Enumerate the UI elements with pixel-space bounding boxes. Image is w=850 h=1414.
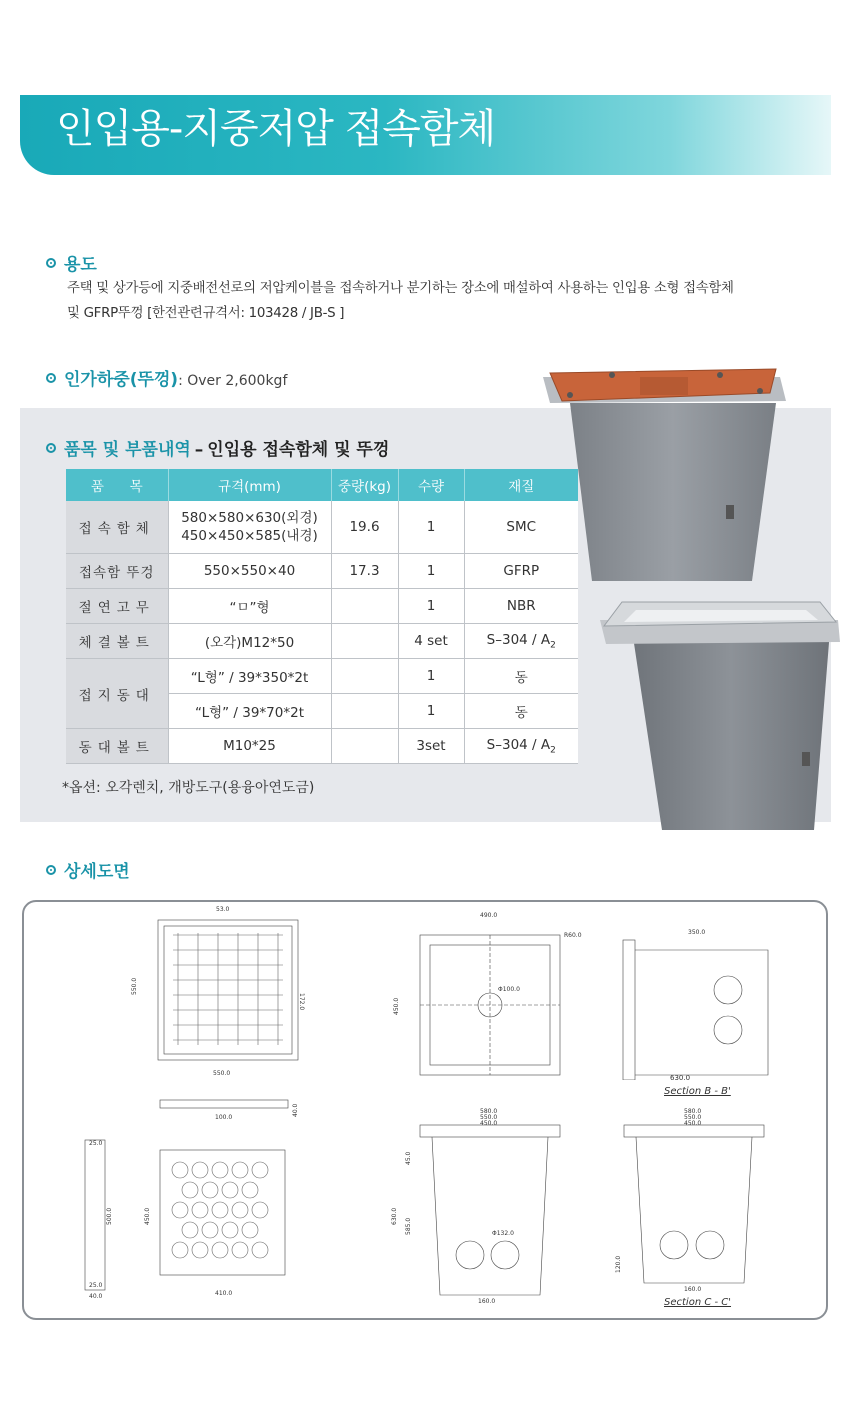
dim-label: 490.0 [480, 912, 498, 919]
load-heading-text: 인가하중(뚜껑) [64, 370, 179, 390]
dim-label: 120.0 [615, 1255, 622, 1273]
cell-material [464, 624, 578, 659]
cell-qty: 4 set [398, 624, 464, 659]
col-header-weight: 중량(kg) [331, 469, 398, 501]
cell-material [464, 729, 578, 764]
dim-label: 100.0 [215, 1114, 233, 1121]
dim-label: 550.0 [480, 1114, 498, 1121]
dim-label: 450.0 [393, 997, 400, 1015]
drawing-box-front [380, 1105, 580, 1305]
dim-label: 45.0 [405, 1151, 412, 1165]
table-row [66, 729, 578, 764]
dim-label: 450.0 [144, 1207, 151, 1225]
dim-label: 630.0 [670, 1074, 691, 1082]
table-row [66, 554, 578, 589]
drawing-section-b [618, 920, 778, 1080]
table-row [66, 624, 578, 659]
material-subscript: 2 [550, 745, 556, 756]
parts-heading-text: 품목 및 부품내역 [64, 440, 191, 460]
section-c-label: Section C - C' [664, 1297, 732, 1308]
usage-heading-text: 용도 [64, 255, 97, 275]
bullet-icon [46, 373, 56, 383]
usage-heading [46, 250, 97, 275]
dim-label: 585.0 [405, 1217, 412, 1235]
dim-label: Φ132.0 [492, 1230, 514, 1237]
dim-label: R60.0 [564, 932, 582, 939]
cell-weight [331, 659, 398, 694]
parts-subheading: 인입용 접속함체 및 뚜껑 [207, 440, 390, 460]
dim-label: 450.0 [480, 1120, 498, 1127]
table-row [66, 659, 578, 694]
dim-label: 40.0 [89, 1293, 103, 1300]
dim-label: 160.0 [684, 1286, 702, 1293]
bullet-icon [46, 443, 56, 453]
cell-weight [331, 694, 398, 729]
cell-qty: 1 [398, 659, 464, 694]
detail-heading [46, 857, 130, 882]
cell-spec-line1: 580×580×630(외경) [181, 510, 318, 526]
dim-label: 53.0 [216, 906, 230, 913]
dim-label: 25.0 [89, 1140, 103, 1147]
cell-spec: M10*25 [168, 729, 331, 764]
material-subscript: 2 [550, 640, 556, 651]
dim-label: 550.0 [131, 977, 138, 995]
cell-qty: 3set [398, 729, 464, 764]
drawing-lid-profile [155, 1095, 315, 1125]
load-value: : Over 2,600kgf [178, 373, 288, 389]
cell-material: NBR [464, 589, 578, 624]
parts-heading [46, 435, 389, 460]
bullet-icon [46, 865, 56, 875]
col-header-spec: 규격(mm) [168, 469, 331, 501]
usage-description [67, 276, 837, 326]
page-title: 인입용-지중저압 접속함체 [56, 106, 496, 152]
title-banner [20, 95, 831, 175]
dim-label: 500.0 [106, 1207, 113, 1225]
cell-spec: 550×550×40 [168, 554, 331, 589]
cell-qty: 1 [398, 694, 464, 729]
cell-name: 접속함체 [66, 501, 168, 554]
product-image-open [592, 590, 842, 839]
load-heading [46, 365, 287, 390]
cell-weight: 19.6 [331, 501, 398, 554]
cell-material: 동 [464, 659, 578, 694]
cell-name: 접지동대 [66, 659, 168, 729]
cell-spec [168, 501, 331, 554]
parts-table [66, 469, 578, 764]
cell-name: 접속함 뚜겅 [66, 554, 168, 589]
cell-qty: 1 [398, 501, 464, 554]
material-text: S–304 / A [486, 631, 551, 648]
cell-weight [331, 589, 398, 624]
dim-label: 25.0 [89, 1282, 103, 1289]
dim-label: 580.0 [480, 1108, 498, 1115]
cell-weight [331, 624, 398, 659]
drawing-lid-underside [75, 1135, 305, 1305]
cell-weight [331, 729, 398, 764]
usage-line-2: 및 GFRP뚜껑 [한전관련규격서: 103428 / JB-S ] [67, 306, 345, 321]
cell-spec: “L형” / 39*70*2t [168, 694, 331, 729]
table-header-row [66, 469, 578, 501]
detail-heading-text: 상세도면 [64, 862, 130, 882]
col-header-qty: 수량 [398, 469, 464, 501]
cell-qty: 1 [398, 554, 464, 589]
section-b-label: Section B - B' [664, 1086, 731, 1097]
cell-name: 동대볼트 [66, 729, 168, 764]
cell-spec: (오각)M12*50 [168, 624, 331, 659]
col-header-material: 재질 [464, 469, 578, 501]
cell-name: 절연고무 [66, 589, 168, 624]
dim-label: 550.0 [684, 1114, 702, 1121]
dim-label: 350.0 [688, 929, 706, 936]
cell-spec: “L형” / 39*350*2t [168, 659, 331, 694]
usage-line-1: 주택 및 상가등에 지중배전선로의 저압케이블을 접속하거나 분기하는 장소에 매설하여 사용하는 인입용 소형 접속함체 [67, 281, 734, 296]
col-header-item: 품 목 [66, 469, 168, 501]
dim-label: Φ100.0 [498, 986, 520, 993]
drawing-section-c [612, 1105, 782, 1295]
parts-heading-dash: – [194, 440, 204, 460]
dim-label: 410.0 [215, 1290, 233, 1297]
cell-material: GFRP [464, 554, 578, 589]
drawing-lid-top [128, 905, 318, 1080]
drawing-box-top [380, 905, 600, 1090]
cell-qty: 1 [398, 589, 464, 624]
material-text: S–304 / A [486, 736, 551, 753]
dim-label: 450.0 [684, 1120, 702, 1127]
dim-label: 580.0 [684, 1108, 702, 1115]
table-row [66, 589, 578, 624]
table-row [66, 501, 578, 554]
dim-label: 550.0 [213, 1070, 231, 1077]
dim-label: 172.0 [298, 993, 305, 1011]
dim-label: 630.0 [391, 1207, 398, 1225]
options-note: *옵션: 오각렌치, 개방도구(용융아연도금) [62, 780, 315, 796]
product-image-with-lid [540, 355, 790, 599]
cell-spec-line2: 450×450×585(내경) [181, 528, 318, 544]
cell-material: 동 [464, 694, 578, 729]
dim-label: 160.0 [478, 1298, 496, 1305]
cell-weight: 17.3 [331, 554, 398, 589]
bullet-icon [46, 258, 56, 268]
cell-material: SMC [464, 501, 578, 554]
cell-spec: “ㅁ”형 [168, 589, 331, 624]
dim-label: 40.0 [292, 1103, 299, 1117]
cell-name: 체결볼트 [66, 624, 168, 659]
